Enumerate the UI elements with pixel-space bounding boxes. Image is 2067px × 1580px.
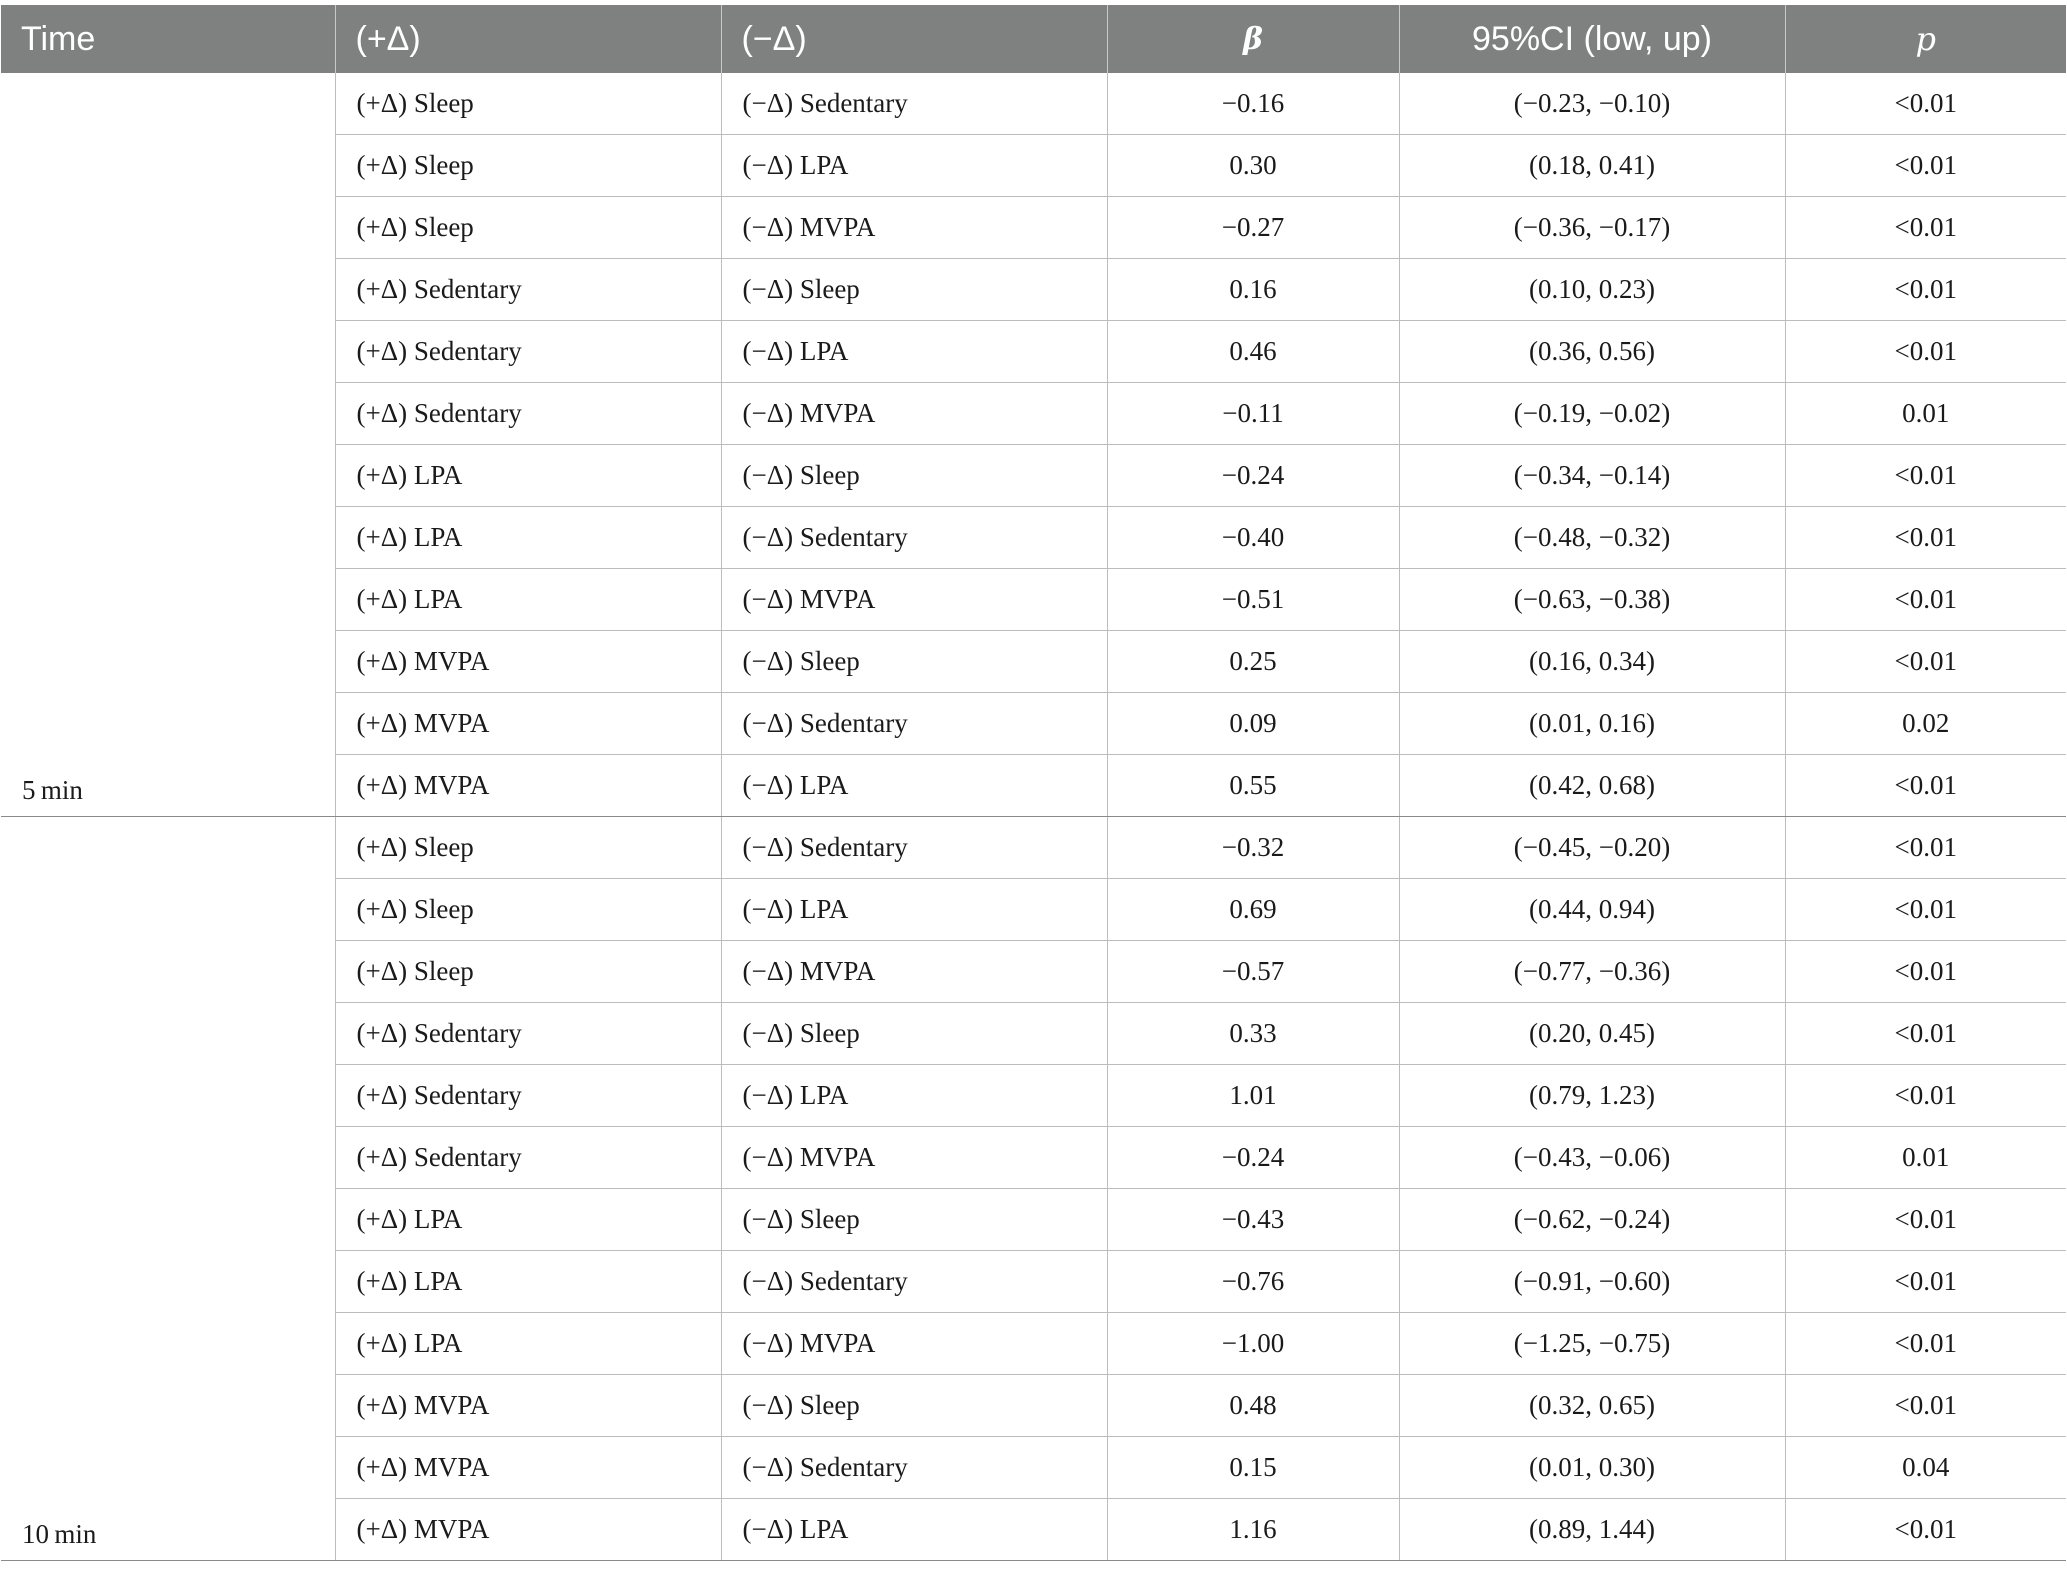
cell-beta: −0.16 [1107, 73, 1399, 135]
cell-plus-delta: (+Δ) MVPA [335, 1437, 721, 1499]
cell-beta: 0.15 [1107, 1437, 1399, 1499]
cell-ci: (0.44, 0.94) [1399, 879, 1785, 941]
cell-minus-delta: (−Δ) LPA [721, 1065, 1107, 1127]
table-row [1, 73, 2066, 135]
header-row [1, 5, 2066, 73]
cell-p-value: <0.01 [1785, 1375, 2066, 1437]
cell-minus-delta: (−Δ) MVPA [721, 383, 1107, 445]
cell-p-value: <0.01 [1785, 817, 2066, 879]
cell-time: 10 min [1, 817, 335, 1561]
cell-ci: (0.01, 0.30) [1399, 1437, 1785, 1499]
cell-minus-delta: (−Δ) Sedentary [721, 507, 1107, 569]
header-minus-delta: (−Δ) [721, 5, 1107, 73]
cell-p-value: <0.01 [1785, 445, 2066, 507]
header-plus-delta: (+Δ) [335, 5, 721, 73]
cell-beta: 0.69 [1107, 879, 1399, 941]
header-ci: 95%CI (low, up) [1399, 5, 1785, 73]
cell-ci: (−0.91, −0.60) [1399, 1251, 1785, 1313]
cell-ci: (0.01, 0.16) [1399, 693, 1785, 755]
cell-p-value: <0.01 [1785, 73, 2066, 135]
cell-plus-delta: (+Δ) Sleep [335, 941, 721, 1003]
cell-minus-delta: (−Δ) LPA [721, 321, 1107, 383]
cell-ci: (−0.19, −0.02) [1399, 383, 1785, 445]
cell-beta: 0.48 [1107, 1375, 1399, 1437]
cell-plus-delta: (+Δ) Sedentary [335, 1065, 721, 1127]
cell-plus-delta: (+Δ) MVPA [335, 631, 721, 693]
cell-minus-delta: (−Δ) Sedentary [721, 693, 1107, 755]
cell-p-value: <0.01 [1785, 569, 2066, 631]
cell-plus-delta: (+Δ) Sleep [335, 817, 721, 879]
cell-beta: 0.33 [1107, 1003, 1399, 1065]
cell-beta: −0.51 [1107, 569, 1399, 631]
cell-minus-delta: (−Δ) MVPA [721, 569, 1107, 631]
cell-minus-delta: (−Δ) Sleep [721, 259, 1107, 321]
cell-p-value: <0.01 [1785, 1499, 2066, 1561]
cell-ci: (0.10, 0.23) [1399, 259, 1785, 321]
cell-p-value: 0.01 [1785, 1127, 2066, 1189]
cell-p-value: 0.04 [1785, 1437, 2066, 1499]
header-beta: β [1107, 5, 1399, 73]
cell-ci: (−0.34, −0.14) [1399, 445, 1785, 507]
results-table [1, 5, 2066, 1561]
cell-plus-delta: (+Δ) Sedentary [335, 383, 721, 445]
cell-p-value: 0.01 [1785, 383, 2066, 445]
cell-plus-delta: (+Δ) LPA [335, 569, 721, 631]
cell-minus-delta: (−Δ) MVPA [721, 197, 1107, 259]
cell-plus-delta: (+Δ) LPA [335, 445, 721, 507]
cell-beta: 0.30 [1107, 135, 1399, 197]
cell-minus-delta: (−Δ) LPA [721, 135, 1107, 197]
cell-plus-delta: (+Δ) MVPA [335, 1375, 721, 1437]
cell-beta: 0.25 [1107, 631, 1399, 693]
header-time: Time [1, 5, 335, 73]
cell-ci: (−0.48, −0.32) [1399, 507, 1785, 569]
cell-ci: (−0.45, −0.20) [1399, 817, 1785, 879]
cell-plus-delta: (+Δ) MVPA [335, 755, 721, 817]
cell-time: 5 min [1, 73, 335, 817]
cell-beta: −0.76 [1107, 1251, 1399, 1313]
cell-ci: (0.20, 0.45) [1399, 1003, 1785, 1065]
cell-minus-delta: (−Δ) Sleep [721, 1189, 1107, 1251]
cell-beta: −0.43 [1107, 1189, 1399, 1251]
cell-p-value: <0.01 [1785, 135, 2066, 197]
cell-p-value: <0.01 [1785, 1003, 2066, 1065]
cell-plus-delta: (+Δ) Sleep [335, 197, 721, 259]
cell-plus-delta: (+Δ) Sedentary [335, 1003, 721, 1065]
cell-p-value: <0.01 [1785, 1251, 2066, 1313]
cell-p-value: <0.01 [1785, 321, 2066, 383]
cell-ci: (−0.62, −0.24) [1399, 1189, 1785, 1251]
cell-plus-delta: (+Δ) MVPA [335, 1499, 721, 1561]
cell-plus-delta: (+Δ) LPA [335, 1251, 721, 1313]
cell-plus-delta: (+Δ) Sedentary [335, 321, 721, 383]
cell-plus-delta: (+Δ) LPA [335, 1313, 721, 1375]
cell-beta: −0.32 [1107, 817, 1399, 879]
cell-minus-delta: (−Δ) LPA [721, 755, 1107, 817]
cell-plus-delta: (+Δ) Sleep [335, 135, 721, 197]
cell-minus-delta: (−Δ) Sedentary [721, 73, 1107, 135]
cell-p-value: <0.01 [1785, 879, 2066, 941]
cell-plus-delta: (+Δ) Sedentary [335, 1127, 721, 1189]
cell-p-value: <0.01 [1785, 755, 2066, 817]
cell-beta: 0.09 [1107, 693, 1399, 755]
cell-p-value: <0.01 [1785, 941, 2066, 1003]
cell-minus-delta: (−Δ) MVPA [721, 941, 1107, 1003]
cell-minus-delta: (−Δ) Sleep [721, 631, 1107, 693]
cell-minus-delta: (−Δ) Sleep [721, 1003, 1107, 1065]
cell-ci: (0.32, 0.65) [1399, 1375, 1785, 1437]
cell-p-value: <0.01 [1785, 1189, 2066, 1251]
cell-minus-delta: (−Δ) LPA [721, 1499, 1107, 1561]
cell-ci: (0.16, 0.34) [1399, 631, 1785, 693]
header-p: p [1785, 5, 2066, 73]
cell-beta: 0.55 [1107, 755, 1399, 817]
cell-beta: 0.16 [1107, 259, 1399, 321]
cell-ci: (0.18, 0.41) [1399, 135, 1785, 197]
cell-beta: −0.27 [1107, 197, 1399, 259]
cell-beta: −1.00 [1107, 1313, 1399, 1375]
cell-plus-delta: (+Δ) LPA [335, 507, 721, 569]
cell-p-value: <0.01 [1785, 1065, 2066, 1127]
cell-minus-delta: (−Δ) MVPA [721, 1127, 1107, 1189]
cell-p-value: <0.01 [1785, 507, 2066, 569]
cell-plus-delta: (+Δ) MVPA [335, 693, 721, 755]
cell-beta: −0.24 [1107, 1127, 1399, 1189]
cell-ci: (−1.25, −0.75) [1399, 1313, 1785, 1375]
cell-ci: (0.89, 1.44) [1399, 1499, 1785, 1561]
table-body [1, 73, 2066, 1561]
cell-beta: 0.46 [1107, 321, 1399, 383]
cell-beta: −0.11 [1107, 383, 1399, 445]
cell-beta: −0.57 [1107, 941, 1399, 1003]
cell-minus-delta: (−Δ) MVPA [721, 1313, 1107, 1375]
table-row [1, 817, 2066, 879]
cell-beta: 1.01 [1107, 1065, 1399, 1127]
cell-beta: 1.16 [1107, 1499, 1399, 1561]
cell-minus-delta: (−Δ) LPA [721, 879, 1107, 941]
cell-ci: (0.79, 1.23) [1399, 1065, 1785, 1127]
cell-ci: (−0.36, −0.17) [1399, 197, 1785, 259]
cell-minus-delta: (−Δ) Sedentary [721, 817, 1107, 879]
cell-minus-delta: (−Δ) Sleep [721, 1375, 1107, 1437]
cell-p-value: <0.01 [1785, 1313, 2066, 1375]
cell-ci: (0.42, 0.68) [1399, 755, 1785, 817]
cell-minus-delta: (−Δ) Sleep [721, 445, 1107, 507]
cell-plus-delta: (+Δ) LPA [335, 1189, 721, 1251]
cell-p-value: <0.01 [1785, 197, 2066, 259]
cell-minus-delta: (−Δ) Sedentary [721, 1251, 1107, 1313]
cell-ci: (−0.23, −0.10) [1399, 73, 1785, 135]
cell-plus-delta: (+Δ) Sleep [335, 73, 721, 135]
cell-ci: (−0.63, −0.38) [1399, 569, 1785, 631]
cell-plus-delta: (+Δ) Sedentary [335, 259, 721, 321]
cell-beta: −0.40 [1107, 507, 1399, 569]
cell-plus-delta: (+Δ) Sleep [335, 879, 721, 941]
table-header [1, 5, 2066, 73]
cell-ci: (−0.77, −0.36) [1399, 941, 1785, 1003]
cell-p-value: <0.01 [1785, 259, 2066, 321]
cell-beta: −0.24 [1107, 445, 1399, 507]
cell-ci: (−0.43, −0.06) [1399, 1127, 1785, 1189]
cell-p-value: <0.01 [1785, 631, 2066, 693]
cell-ci: (0.36, 0.56) [1399, 321, 1785, 383]
cell-p-value: 0.02 [1785, 693, 2066, 755]
cell-minus-delta: (−Δ) Sedentary [721, 1437, 1107, 1499]
